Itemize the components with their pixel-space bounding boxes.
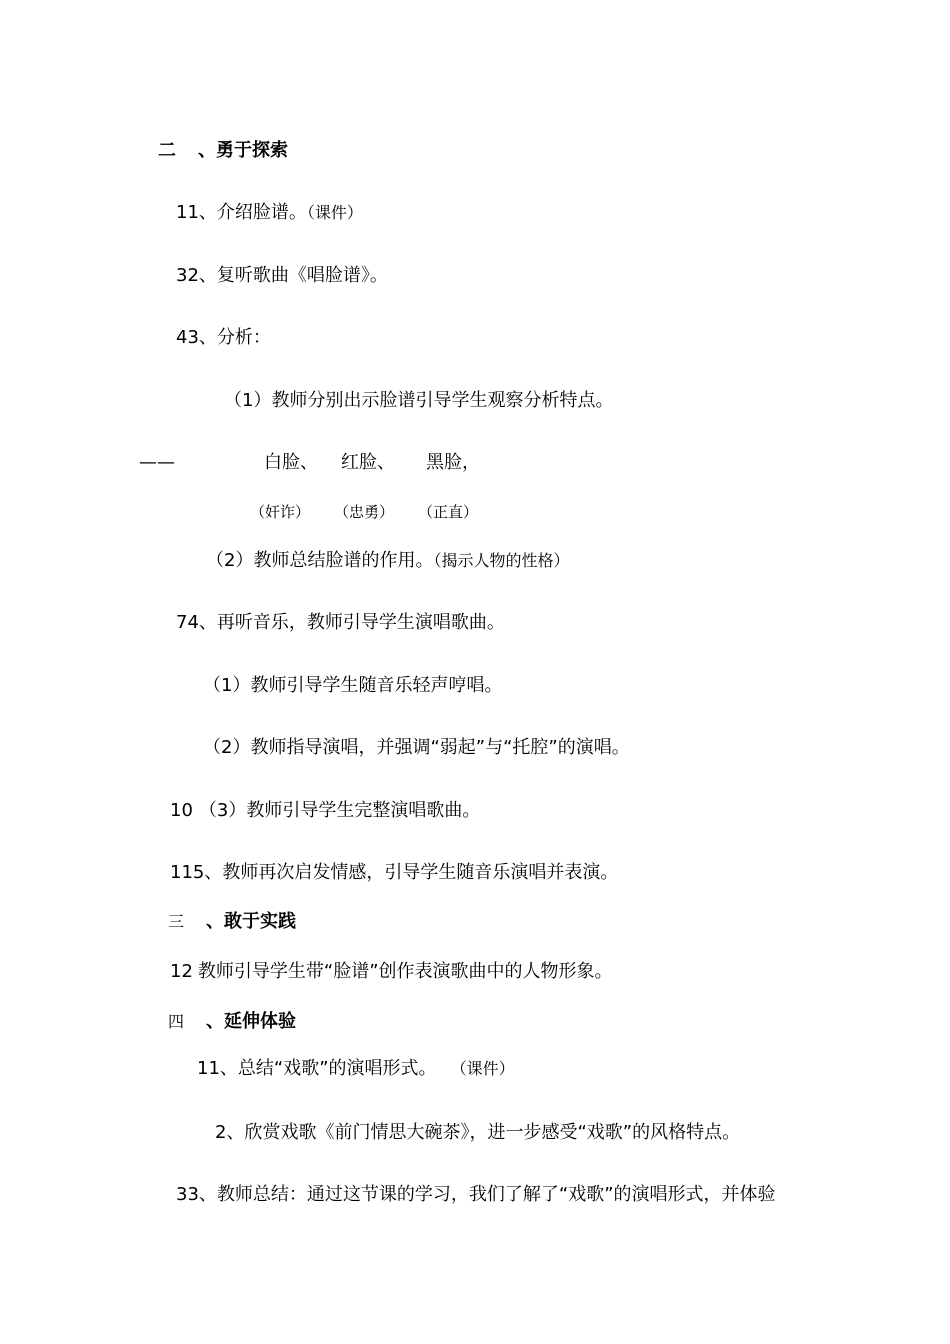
item-text: 教师引导学生带“脸谱”创作表演歌曲中的人物形象。 [197,961,613,982]
item-text: 1、介绍脸谱。 [187,202,307,223]
list-item [176,326,271,350]
list-item [170,861,618,885]
sub-item [224,389,613,413]
section-3-heading [168,910,296,934]
item-text: 1、总结“戏歌”的演唱形式。 [208,1058,437,1079]
list-item [215,1121,740,1145]
section-number: 二 [158,140,176,161]
item-text: （2）教师总结脸谱的作用。 [206,550,434,571]
item-text: 3、教师总结：通过这节课的学习，我们了解了“戏歌”的演唱形式，并体验 [187,1184,776,1205]
line-number: 10 [170,800,193,821]
list-item [176,201,363,225]
section-number: 三 [168,912,185,931]
list-item [176,264,388,288]
item-text: 2、复听歌曲《唱脸谱》。 [187,265,388,286]
line-number: 3 [176,265,188,286]
note-white: （奸诈） [250,503,311,521]
item-text: （1）教师分别出示脸谱引导学生观察分析特点。 [224,390,614,411]
sub-item [203,736,630,760]
item-text: 2、欣赏戏歌《前门情思大碗茶》，进一步感受“戏歌”的风格特点。 [215,1122,741,1143]
item-text: （2）教师指导演唱，并强调“弱起”与“托腔”的演唱。 [203,737,630,758]
line-number: 7 [176,612,188,633]
item-text: （3）教师引导学生完整演唱歌曲。 [198,800,481,821]
item-note: （课件） [306,203,363,222]
face-black: 黑脸， [426,452,480,473]
section-title: 、延伸体验 [206,1011,297,1032]
line-number: 4 [176,327,188,348]
line-number: 11 [170,862,193,883]
list-item [170,960,613,984]
list-item [197,1057,515,1081]
list-item [176,1183,776,1207]
note-black: （正直） [418,503,479,521]
section-4-heading [168,1010,296,1034]
section-title: 、勇于探索 [198,140,288,161]
item-text: 5、教师再次启发情感，引导学生随音乐演唱并表演。 [192,862,619,883]
dash-mark: —— [139,452,175,473]
sub-item [203,674,502,698]
item-text: （1）教师引导学生随音乐轻声哼唱。 [203,675,503,696]
item-text: 3、分析： [187,327,271,348]
list-item [176,611,505,635]
face-white: 白脸、 [264,452,318,473]
item-note: （课件） [450,1059,515,1078]
item-text: 4、再听音乐，教师引导学生演唱歌曲。 [187,612,505,633]
line-number: 1 [176,202,188,223]
line-number: 1 [197,1058,209,1079]
section-title: 、敢于实践 [206,911,297,932]
face-red: 红脸、 [341,452,395,473]
line-number: 3 [176,1184,188,1205]
section-number: 四 [168,1012,185,1031]
note-red: （忠勇） [334,503,395,521]
section-2-heading [158,139,288,163]
item-note: （揭示人物的性格） [433,551,570,570]
line-number: 12 [170,961,193,982]
sub-item [170,799,480,823]
sub-item [206,549,569,573]
